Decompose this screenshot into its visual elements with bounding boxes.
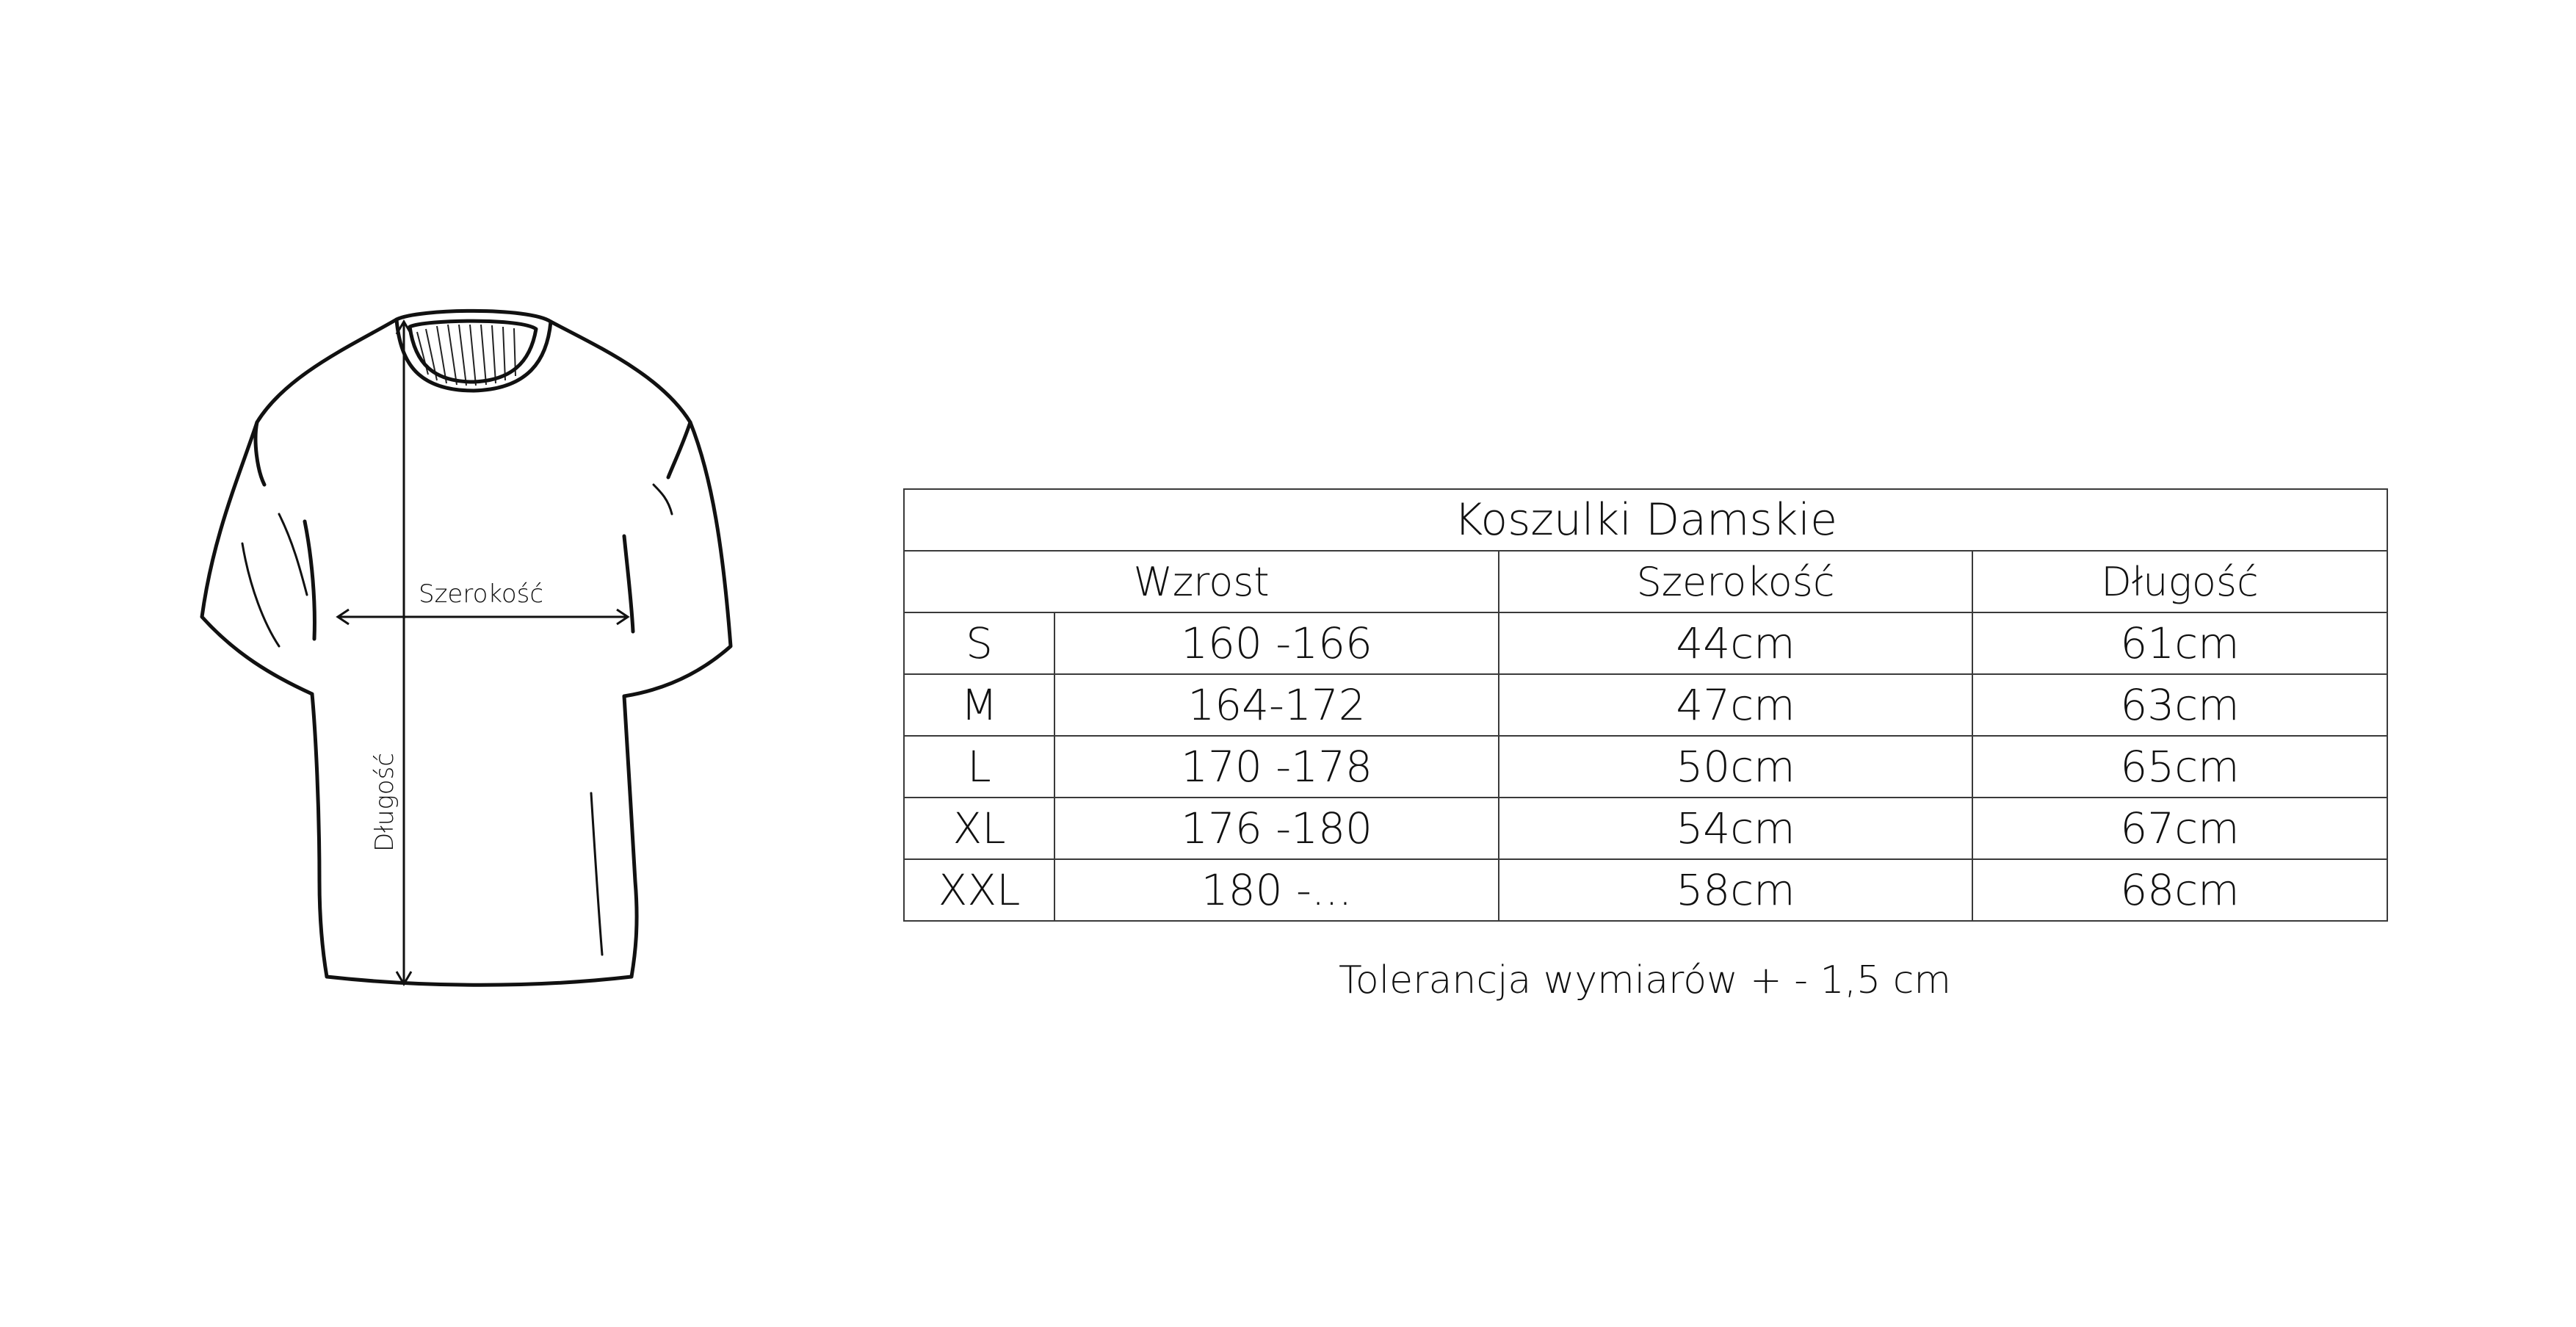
height-cell: 160 -166 bbox=[1054, 612, 1499, 674]
header-height: Wzrost bbox=[904, 551, 1499, 612]
length-dimension-arrow bbox=[397, 322, 411, 984]
height-cell: 180 -... bbox=[1054, 859, 1499, 921]
length-cell: 61cm bbox=[1972, 612, 2387, 674]
tshirt-illustration bbox=[184, 294, 771, 999]
table-row bbox=[904, 612, 2387, 674]
size-cell: S bbox=[904, 612, 1054, 674]
length-label: Długość bbox=[370, 752, 399, 852]
size-cell: XL bbox=[904, 798, 1054, 859]
tshirt-outline bbox=[202, 311, 731, 985]
table-row bbox=[904, 674, 2387, 736]
height-cell: 170 -178 bbox=[1054, 736, 1499, 798]
size-cell: XXL bbox=[904, 859, 1054, 921]
header-width: Szerokość bbox=[1499, 551, 1972, 612]
width-cell: 47cm bbox=[1499, 674, 1972, 736]
tolerance-note: Tolerancja wymiarów + - 1,5 cm bbox=[1338, 958, 1952, 1002]
height-cell: 176 -180 bbox=[1054, 798, 1499, 859]
table-row bbox=[904, 798, 2387, 859]
width-cell: 44cm bbox=[1499, 612, 1972, 674]
width-cell: 50cm bbox=[1499, 736, 1972, 798]
table-row bbox=[904, 859, 2387, 921]
width-cell: 58cm bbox=[1499, 859, 1972, 921]
length-cell: 65cm bbox=[1972, 736, 2387, 798]
size-cell: L bbox=[904, 736, 1054, 798]
size-chart-table bbox=[903, 488, 2388, 922]
table-header-row bbox=[904, 551, 2387, 612]
width-label: Szerokość bbox=[419, 579, 544, 609]
length-cell: 63cm bbox=[1972, 674, 2387, 736]
header-length: Długość bbox=[1972, 551, 2387, 612]
table-title-row bbox=[904, 489, 2387, 551]
height-cell: 164-172 bbox=[1054, 674, 1499, 736]
table-title: Koszulki Damskie bbox=[904, 489, 2387, 551]
table-row bbox=[904, 736, 2387, 798]
width-dimension-arrow bbox=[338, 610, 628, 624]
size-cell: M bbox=[904, 674, 1054, 736]
length-cell: 68cm bbox=[1972, 859, 2387, 921]
length-cell: 67cm bbox=[1972, 798, 2387, 859]
width-cell: 54cm bbox=[1499, 798, 1972, 859]
